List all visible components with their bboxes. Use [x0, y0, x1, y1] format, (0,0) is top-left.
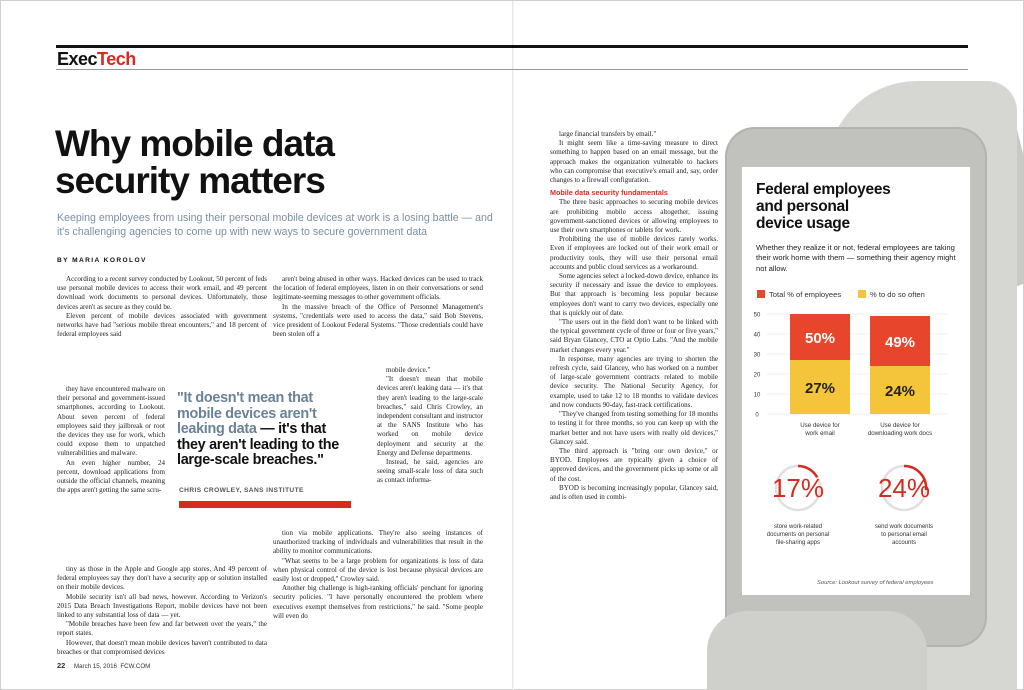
pull-quote-line: "It doesn't mean that — [177, 390, 313, 406]
pull-quote-emphasis: leaking data — [177, 421, 257, 437]
body-paragraph: The three basic approaches to securing mobile devices are prohibiting mobile access altogether, issuing government-sanctioned devices or allowing employees to use their own smartphones or tablets for work. — [550, 198, 718, 235]
article-byline: BY MARIA KOROLOV — [57, 257, 147, 264]
column-2-bottom — [273, 529, 483, 673]
body-paragraph: In the massive breach of the Office of Personnel Management's systems, "credentials were used to access the data," said Bob Stevens, vice president of Lookout Federal Systems. "Those credentials could have been stolen off a — [273, 302, 483, 339]
legend-swatch-total — [757, 290, 765, 298]
body-paragraph: However, that doesn't mean mobile devices haven't contributed to data breaches or that compromised devices — [57, 638, 267, 656]
body-paragraph: they have encountered malware on their personal and government-issued smartphones, according to Lookout. About seven percent of federal employees said they jailbreak or root the devices they use for work, which could expose them to unpatched vulnerabilities and malware. — [57, 385, 165, 458]
body-paragraph: tiny as those in the Apple and Google app stores. And 49 percent of federal employees say they don't have a security app or solution installed on their mobile devices. — [57, 565, 267, 592]
graphic-title-line: Federal employees — [756, 181, 891, 198]
y-tick-label: 30 — [753, 352, 761, 359]
bar-chart-group — [754, 313, 947, 438]
body-paragraph: In response, many agencies are trying to shorten the refresh cycle, said Glancey, who has worked on a number of large-scale government contracts related to mobile device security. The National Security Agency, for example, used to take 12 to 18 months to validate devices and now conducts 90-day, fast-track certifications. — [550, 354, 718, 409]
body-paragraph: According to a recent survey conducted by Lookout, 50 percent of feds use personal mobile devices to access their work email, and 49 percent download work documents to personal devices. Unfortunately, those devices aren't as secure as they could be. — [57, 275, 267, 311]
body-paragraph: "The users out in the field don't want to be linked with the typical government cycle of three or four or five years," said Bryan Glancey, CTO at Optio Labs. "And the mobile market changes every year." — [550, 318, 718, 354]
graphic-title-line: device usage — [756, 215, 850, 232]
body-paragraph: Another big challenge is high-ranking officials' penchant for ignoring security policies. "I have personally encountered the problem where executives exempt themselves from restrictions," he said. "Some people will even do — [273, 584, 483, 620]
body-paragraph: BYOD is becoming increasingly popular, Glancey said, and is often used in combi- — [550, 483, 718, 501]
pull-quote-line: mobile devices aren't — [177, 405, 317, 422]
x-category-label: work email — [805, 430, 835, 437]
pull-quote-credit: CHRIS CROWLEY, SANS INSTITUTE — [179, 487, 304, 494]
graphic-title — [756, 181, 961, 232]
column-1-bottom — [57, 565, 267, 673]
donut-label-line: accounts — [891, 540, 917, 546]
column-2-wrap — [377, 366, 483, 529]
folio-left — [57, 661, 150, 670]
bar-label-total: 50% — [804, 330, 836, 347]
body-paragraph: "It doesn't mean that mobile devices aren't leaking data — it's that they aren't leading to the large-scale breaches," said Chris Crowley, an independent consultant and instructor at the SANS Institute who has worked on mobile device deployment and security at the Energy and Defense departments. — [377, 375, 483, 457]
donut-value: 24% — [877, 473, 931, 503]
bar-label-often: 27% — [804, 380, 836, 397]
pull-quote-dark: — it's that — [256, 421, 326, 437]
legend-label-total: Total % of employees — [769, 290, 842, 299]
column-3-intro — [550, 130, 718, 185]
body-paragraph: aren't being abused in other ways. Hacked devices can be used to track the location of federal employees, listen in on their conversations or send legitimate-seeming messages to other government officials. — [273, 275, 483, 302]
donut-label-line: documents on personal — [766, 532, 830, 538]
body-paragraph: mobile device." — [386, 366, 431, 374]
logo-part-exec: Exec — [57, 49, 98, 69]
pull-quote — [177, 391, 357, 469]
donut-label-line: to personal email — [881, 532, 927, 538]
graphic-title-line: and personal — [756, 198, 849, 215]
body-paragraph: tion via mobile applications. They're also seeing instances of unauthorized tracking of individuals and vulnerabilities that result in the ability to monitor communications. — [273, 529, 483, 556]
usage-chart — [742, 281, 970, 581]
donut-label-line: file-sharing apps — [775, 540, 821, 546]
body-paragraph: Mobile security isn't all bad news, however. According to Verizon's 2015 Data Breach Investigations Report, mobile devices have not been linked to any substantial loss of data — yet. — [57, 592, 267, 620]
body-paragraph: large financial transfers by email." — [559, 130, 657, 138]
y-tick-label: 50 — [753, 312, 761, 319]
page-number-left: 22 — [57, 661, 66, 670]
headline-line-1: Why mobile data — [55, 123, 334, 164]
donut-label-line: send work documents — [874, 524, 934, 530]
y-tick-label: 20 — [753, 372, 761, 379]
x-category-label: Use device for — [880, 422, 920, 429]
bar-label-total: 49% — [884, 334, 916, 351]
masthead-rule-thin — [56, 69, 968, 70]
column-1-wrap — [57, 385, 165, 565]
body-paragraph: An even higher number, 24 percent, download applications from outside the official channels, meaning the apps aren't getting the same scru- — [57, 458, 165, 495]
x-category-label: Use device for — [800, 422, 840, 429]
graphic-source: Source: Lookout survey of federal employees — [817, 580, 934, 586]
body-paragraph: "What seems to be a large problem for organizations is loss of data when physical control of the device is lost because physical devices are easily lost or dropped," Crowley said. — [273, 556, 483, 584]
page-gutter — [512, 1, 514, 690]
donut-value: 17% — [771, 473, 825, 503]
article-deck: Keeping employees from using their personal mobile devices at work is a losing battle — and it's challenging agencies to come up with new ways to secure government data — [57, 212, 493, 238]
body-paragraph: It might seem like a time-saving measure to direct something to happen based on an email message, but the approach makes the organization vulnerable to hackers who can compromise that executive's email and, say, order changes to a firewall configuration. — [550, 139, 718, 185]
pull-quote-bar — [179, 501, 351, 508]
pull-quote-line — [177, 422, 357, 438]
x-category-label: downloading work docs — [867, 430, 933, 437]
graphic-deck: Whether they realize it or not, federal employees are taking their work home with them — something their agency might not allow. — [756, 243, 956, 273]
column-2-top — [273, 275, 483, 366]
y-tick-label: 0 — [755, 412, 759, 419]
folio-date-left: March 15, 2016 — [73, 663, 117, 670]
folio-site-left: FCW.COM — [120, 663, 151, 670]
body-paragraph: Prohibiting the use of mobile devices rarely works. Even if employees are locked out of their work email or productivity tools, they will use their personal email accounts and public cloud services as a workaround. — [550, 235, 718, 271]
section-logo — [57, 49, 136, 70]
body-paragraph: "They've changed from testing something for 18 months to testing it for three months, so you can keep up with the market better and not have users with really old devices," Glancey said. — [550, 410, 718, 446]
logo-part-tech: Tech — [97, 49, 136, 69]
legend-label-often: % to do so often — [870, 290, 925, 299]
column-3 — [550, 130, 718, 670]
body-paragraph: The third approach is "bring our own device," or BYOD. Employees are typically given a choice of approved devices, and the government picks up some or all of the cost. — [550, 446, 718, 483]
pull-quote-line: they aren't leading to the — [177, 436, 339, 453]
column-3-body — [550, 198, 718, 502]
bar-label-often: 24% — [884, 383, 916, 400]
body-paragraph: Some agencies select a locked-down device, enhance its security if necessary and issue the device to employees. But that approach is becoming less popular because employees don't want to carry two devices, especially one that is quickly out of date. — [550, 272, 718, 317]
donut-label-line: store work-related — [773, 524, 823, 530]
legend-swatch-often — [858, 290, 866, 298]
body-paragraph: "Mobile breaches have been few and far between over the years," the report states. — [57, 620, 267, 638]
y-tick-label: 10 — [753, 392, 761, 399]
subhead: Mobile data security fundamentals — [550, 188, 668, 198]
body-paragraph: Instead, he said, agencies are seeing small-scale loss of data such as contact informa- — [377, 458, 483, 485]
article-headline — [55, 125, 495, 199]
masthead-rule — [56, 45, 968, 48]
column-1-top — [57, 275, 267, 385]
headline-line-2: security matters — [55, 160, 325, 201]
y-tick-label: 40 — [753, 332, 761, 339]
body-paragraph: Eleven percent of mobile devices associated with government networks have had "serious mobile threat encounters," and 18 percent of federal employees said — [57, 311, 267, 339]
pull-quote-line: large-scale breaches." — [177, 452, 324, 468]
thumb-illustration — [707, 611, 927, 690]
